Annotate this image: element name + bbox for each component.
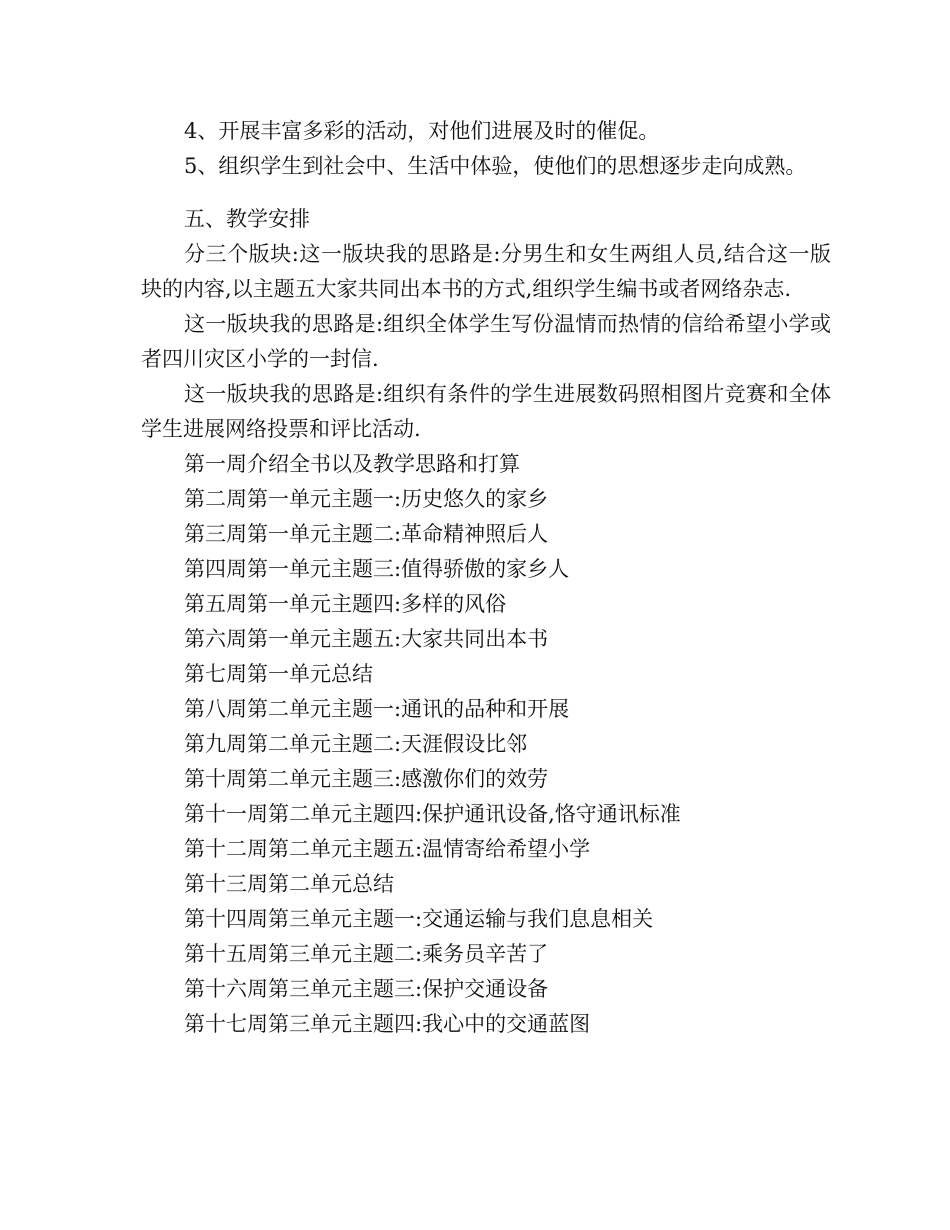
paragraph: 这一版块我的思路是:组织全体学生写份温情而热情的信给希望小学或者四川灾区小学的一封信. bbox=[141, 312, 831, 371]
schedule-item: 第三周第一单元主题二:革命精神照后人 bbox=[184, 522, 549, 546]
schedule-item: 第五周第一单元主题四:多样的风俗 bbox=[184, 592, 507, 616]
schedule-item: 第九周第二单元主题二:天涯假设比邻 bbox=[184, 732, 528, 756]
section-heading: 五、教学安排 bbox=[184, 207, 310, 231]
schedule-item: 第七周第一单元总结 bbox=[184, 662, 373, 686]
paragraph: 分三个版块:这一版块我的思路是:分男生和女生两组人员,结合这一版块的内容,以主题五大家共同出本书的方式,组织学生编书或者网络杂志. bbox=[141, 242, 831, 301]
schedule-item: 第八周第二单元主题一:通讯的品种和开展 bbox=[184, 697, 570, 721]
schedule-item: 第十七周第三单元主题四:我心中的交通蓝图 bbox=[184, 1012, 591, 1036]
paragraph: 这一版块我的思路是:组织有条件的学生进展数码照相图片竞赛和全体学生进展网络投票和评比活动. bbox=[141, 382, 831, 441]
list-item: 4、开展丰富多彩的活动，对他们进展及时的催促。 bbox=[184, 119, 660, 143]
schedule-item: 第十一周第二单元主题四:保护通讯设备,恪守通讯标准 bbox=[184, 802, 681, 826]
schedule-item: 第四周第一单元主题三:值得骄傲的家乡人 bbox=[184, 557, 570, 581]
schedule-item: 第十二周第二单元主题五:温情寄给希望小学 bbox=[184, 837, 591, 861]
schedule-item: 第一周介绍全书以及教学思路和打算 bbox=[184, 452, 520, 476]
list-item: 5、组织学生到社会中、生活中体验，使他们的思想逐步走向成熟。 bbox=[184, 154, 807, 178]
spacer bbox=[141, 184, 831, 202]
schedule-item: 第十六周第三单元主题三:保护交通设备 bbox=[184, 977, 549, 1001]
schedule-item: 第二周第一单元主题一:历史悠久的家乡 bbox=[184, 487, 549, 511]
schedule-item: 第十五周第三单元主题二:乘务员辛苦了 bbox=[184, 942, 549, 966]
document-body bbox=[141, 114, 831, 1042]
schedule-item: 第十四周第三单元主题一:交通运输与我们息息相关 bbox=[184, 907, 654, 931]
schedule-item: 第十三周第二单元总结 bbox=[184, 872, 394, 896]
schedule-item: 第六周第一单元主题五:大家共同出本书 bbox=[184, 627, 549, 651]
schedule-item: 第十周第二单元主题三:感激你们的效劳 bbox=[184, 767, 549, 791]
